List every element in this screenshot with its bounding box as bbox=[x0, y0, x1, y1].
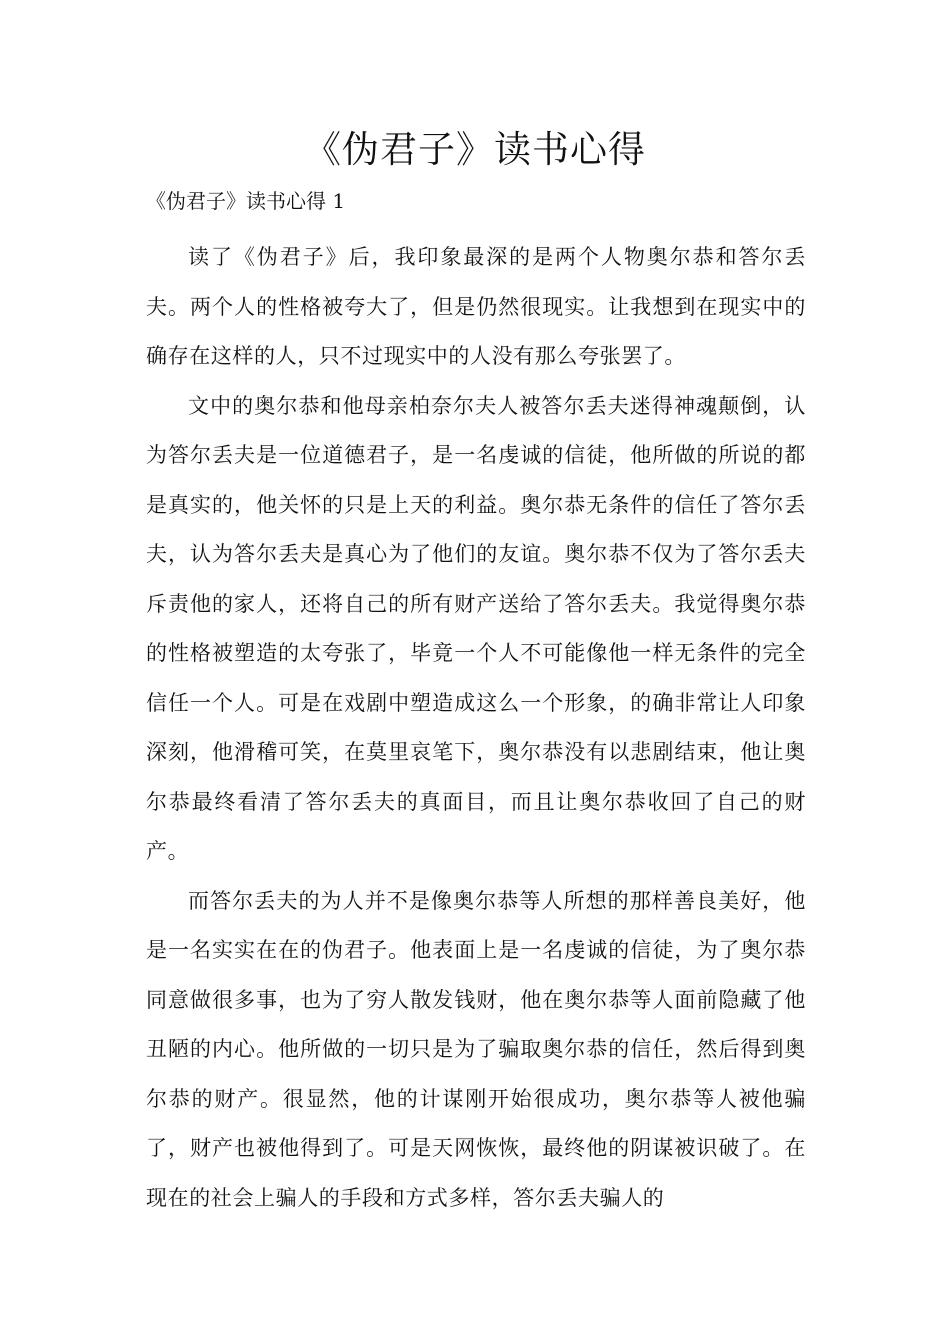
paragraph-1: 读了《伪君子》后，我印象最深的是两个人物奥尔恭和答尔丢夫。两个人的性格被夸大了，但是仍然很现实。让我想到在现实中的确存在这样的人，只不过现实中的人没有那么夸张罢了。 bbox=[146, 245, 806, 368]
section-heading: 《伪君子》读书心得 1 bbox=[146, 189, 346, 213]
paragraph-3: 而答尔丢夫的为人并不是像奥尔恭等人所想的那样善良美好，他是一名实实在在的伪君子。他表面上是一名虔诚的信徒，为了奥尔恭同意做很多事，也为了穷人散发钱财，他在奥尔恭等人面前隐藏了他丑陋的内心。他所做的一切只是为了骗取奥尔恭的信任，然后得到奥尔恭的财产。很显然，他的计谋刚开始很成功，奥尔恭等人被他骗了，财产也被他得到了。可是天网恢恢，最终他的阴谋被识破了。在现在的社会上骗人的手段和方式多样，答尔丢夫骗人的 bbox=[146, 888, 806, 1210]
body-text bbox=[146, 233, 806, 1223]
document-title: 《伪君子》读书心得 bbox=[304, 128, 646, 171]
paragraph-2: 文中的奥尔恭和他母亲柏奈尔夫人被答尔丢夫迷得神魂颠倒，认为答尔丢夫是一位道德君子，是一名虔诚的信徒，他所做的所说的都是真实的，他关怀的只是上天的利益。奥尔恭无条件的信任了答尔丢夫，认为答尔丢夫是真心为了他们的友谊。奥尔恭不仅为了答尔丢夫斥责他的家人，还将自己的所有财产送给了答尔丢夫。我觉得奥尔恭的性格被塑造的太夸张了，毕竟一个人不可能像他一样无条件的完全信任一个人。可是在戏剧中塑造成这么一个形象，的确非常让人印象深刻，他滑稽可笑，在莫里哀笔下，奥尔恭没有以悲剧结束，他让奥尔恭最终看清了答尔丢夫的真面目，而且让奥尔恭收回了自己的财产。 bbox=[146, 393, 806, 863]
